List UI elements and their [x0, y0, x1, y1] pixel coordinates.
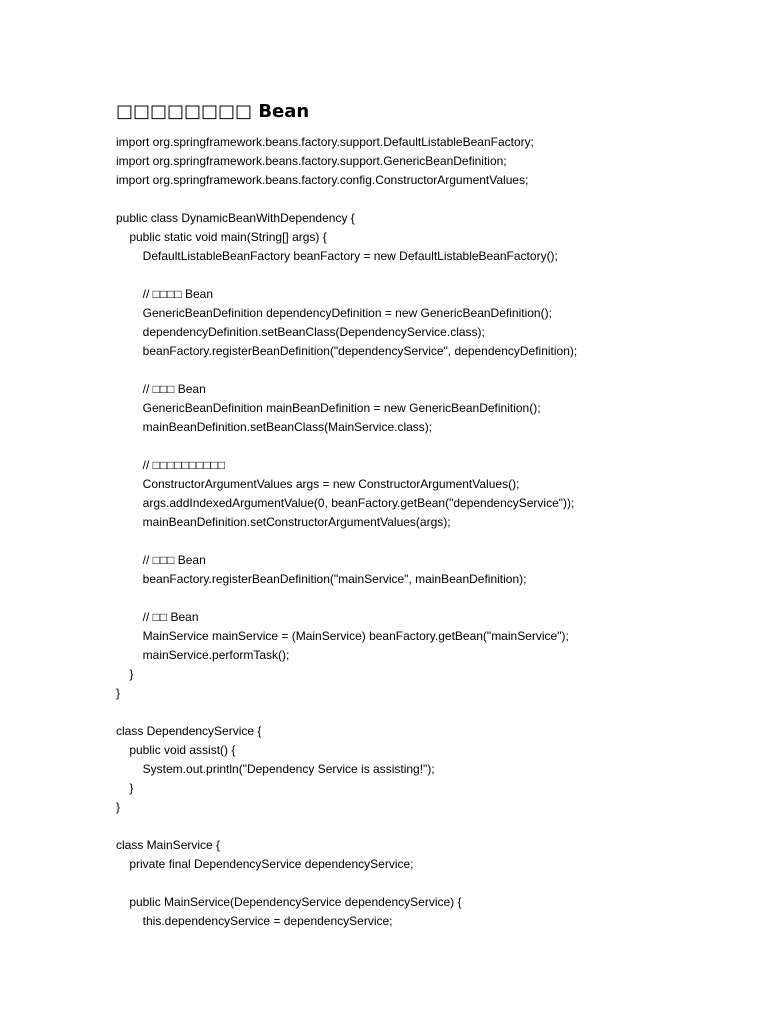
code-line: // □□□ Bean — [116, 382, 206, 396]
code-line: } — [116, 800, 121, 814]
code-line: dependencyDefinition.setBeanClass(DependencyService.class); — [116, 325, 485, 339]
code-line: System.out.println("Dependency Service is assisting!"); — [116, 762, 435, 776]
code-line: beanFactory.registerBeanDefinition("dependencyService", dependencyDefinition); — [116, 344, 578, 358]
code-line: DefaultListableBeanFactory beanFactory = new DefaultListableBeanFactory(); — [116, 249, 558, 263]
code-line — [116, 817, 736, 836]
code-line: GenericBeanDefinition dependencyDefinition = new GenericBeanDefinition(); — [116, 306, 552, 320]
code-line: GenericBeanDefinition mainBeanDefinition = new GenericBeanDefinition(); — [116, 401, 541, 415]
code-line: class DependencyService { — [116, 724, 262, 738]
code-block — [116, 133, 736, 931]
code-line: // □□□□ Bean — [116, 287, 214, 301]
code-line: public static void main(String[] args) { — [116, 230, 327, 244]
code-line: MainService mainService = (MainService) beanFactory.getBean("mainService"); — [116, 629, 569, 643]
code-line — [116, 589, 736, 608]
code-line — [116, 437, 736, 456]
code-line: args.addIndexedArgumentValue(0, beanFactory.getBean("dependencyService")); — [116, 496, 575, 510]
code-line: private final DependencyService dependencyService; — [116, 857, 414, 871]
code-line: import org.springframework.beans.factory.support.GenericBeanDefinition; — [116, 154, 507, 168]
document-title: □□□□□□□□ Bean — [116, 101, 310, 122]
code-line — [116, 361, 736, 380]
code-line: public MainService(DependencyService dependencyService) { — [116, 895, 462, 909]
code-line — [116, 874, 736, 893]
code-line: // □□ Bean — [116, 610, 199, 624]
code-line: // □□□□□□□□□□ — [116, 458, 226, 472]
code-line — [116, 190, 736, 209]
code-line — [116, 266, 736, 285]
code-line: class MainService { — [116, 838, 221, 852]
code-line: mainService.performTask(); — [116, 648, 290, 662]
code-line — [116, 703, 736, 722]
code-line: public void assist() { — [116, 743, 236, 757]
code-line: // □□□ Bean — [116, 553, 206, 567]
code-line: } — [116, 781, 134, 795]
code-line: public class DynamicBeanWithDependency { — [116, 211, 355, 225]
code-line — [116, 532, 736, 551]
code-line: this.dependencyService = dependencyService; — [116, 914, 393, 928]
code-line: mainBeanDefinition.setConstructorArgumentValues(args); — [116, 515, 451, 529]
code-line: } — [116, 667, 134, 681]
code-line: } — [116, 686, 121, 700]
code-line: beanFactory.registerBeanDefinition("mainService", mainBeanDefinition); — [116, 572, 527, 586]
code-line: import org.springframework.beans.factory.support.DefaultListableBeanFactory; — [116, 135, 534, 149]
code-line: import org.springframework.beans.factory.config.ConstructorArgumentValues; — [116, 173, 529, 187]
code-line: mainBeanDefinition.setBeanClass(MainService.class); — [116, 420, 433, 434]
code-line: ConstructorArgumentValues args = new ConstructorArgumentValues(); — [116, 477, 520, 491]
